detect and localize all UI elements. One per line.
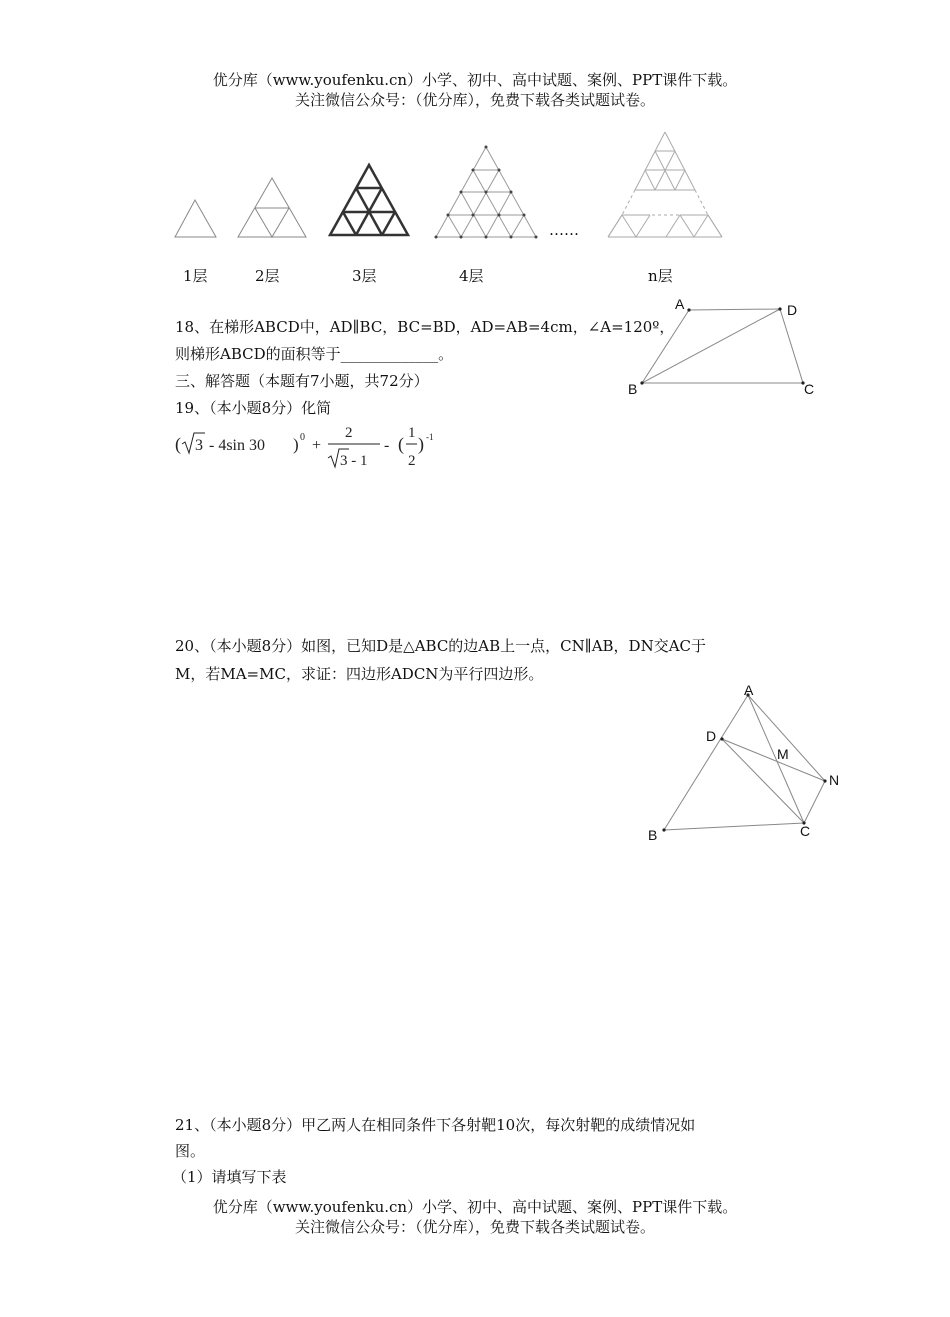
q20-line-1: 20、（本小题8分）如图，已知D是△ABC的边AB上一点，CN∥AB，DN交AC于 — [175, 637, 707, 655]
triangle-abc-figure — [640, 678, 850, 848]
triangle-n-layers — [608, 132, 722, 237]
triangle-3-layers — [330, 165, 408, 235]
trap-point-a: A — [675, 296, 685, 312]
q21-line-1: 21、（本小题8分）甲乙两人在相同条件下各射靶10次，每次射靶的成绩情况如 — [175, 1116, 696, 1134]
tri-point-b: B — [648, 827, 658, 843]
expr-half-close: ) — [418, 434, 424, 454]
trapezoid-figure — [620, 290, 830, 400]
ellipsis: …… — [549, 221, 579, 239]
layer-label-2: 2层 — [255, 267, 280, 285]
tri-point-m: M — [777, 746, 789, 762]
tri-point-a: A — [744, 682, 754, 698]
trap-point-c: C — [804, 381, 815, 397]
expr-minus: - — [384, 437, 390, 454]
trap-point-b: B — [628, 381, 638, 397]
expr-close-paren: ) — [293, 435, 299, 454]
section-3-heading: 三、解答题（本题有7小题，共72分） — [175, 372, 429, 390]
expr-root3: 3 — [195, 437, 203, 454]
expr-open-paren: ( — [175, 434, 181, 454]
q19-title: 19、（本小题8分）化简 — [175, 399, 332, 417]
triangle-2-layers — [238, 178, 306, 237]
q20-line-2: M，若MA=MC，求证：四边形ADCN为平行四边形。 — [175, 665, 544, 683]
header-line-2: 关注微信公众号：（优分库），免费下载各类试题试卷。 — [294, 91, 655, 109]
expr-frac-den: 3 - 1 — [340, 453, 368, 469]
q19-expression — [172, 420, 462, 476]
footer-line-1: 优分库（www.youfenku.cn）小学、初中、高中试题、案例、PPT课件下载。 — [212, 1198, 738, 1216]
q18-line-2: 则梯形ABCD的面积等于_____________。 — [175, 345, 454, 363]
layer-label-1: 1层 — [183, 267, 208, 285]
layer-label-3: 3层 — [352, 267, 377, 285]
expr-half-num: 1 — [408, 425, 416, 441]
expr-half-open: ( — [398, 434, 404, 454]
expr-minus-4sin: - 4sin 30 — [209, 437, 265, 454]
layer-label-4: 4层 — [459, 267, 484, 285]
expr-exp-neg1: -1 — [426, 432, 434, 442]
trap-point-d: D — [787, 302, 798, 318]
footer-line-2: 关注微信公众号：（优分库），免费下载各类试题试卷。 — [294, 1218, 655, 1236]
expr-plus: + — [312, 437, 322, 454]
tri-point-c: C — [800, 823, 811, 839]
triangle-4-dots — [435, 146, 538, 239]
tri-point-n: N — [829, 772, 840, 788]
tri-point-d: D — [706, 728, 717, 744]
triangle-layers-figure — [0, 120, 950, 250]
header-line-1: 优分库（www.youfenku.cn）小学、初中、高中试题、案例、PPT课件下载。 — [212, 71, 738, 89]
layer-label-n: n层 — [648, 267, 673, 285]
q18-line-1: 18、在梯形ABCD中，AD∥BC，BC=BD，AD=AB=4cm，∠A=120º， — [175, 318, 675, 336]
expr-exp-0: 0 — [300, 432, 305, 443]
triangle-1-layer — [175, 200, 216, 237]
q21-line-2: 图。 — [175, 1142, 206, 1160]
q21-sub-1: （1）请填写下表 — [172, 1168, 287, 1186]
expr-frac-num: 2 — [345, 425, 353, 441]
expr-half-den: 2 — [408, 453, 416, 469]
